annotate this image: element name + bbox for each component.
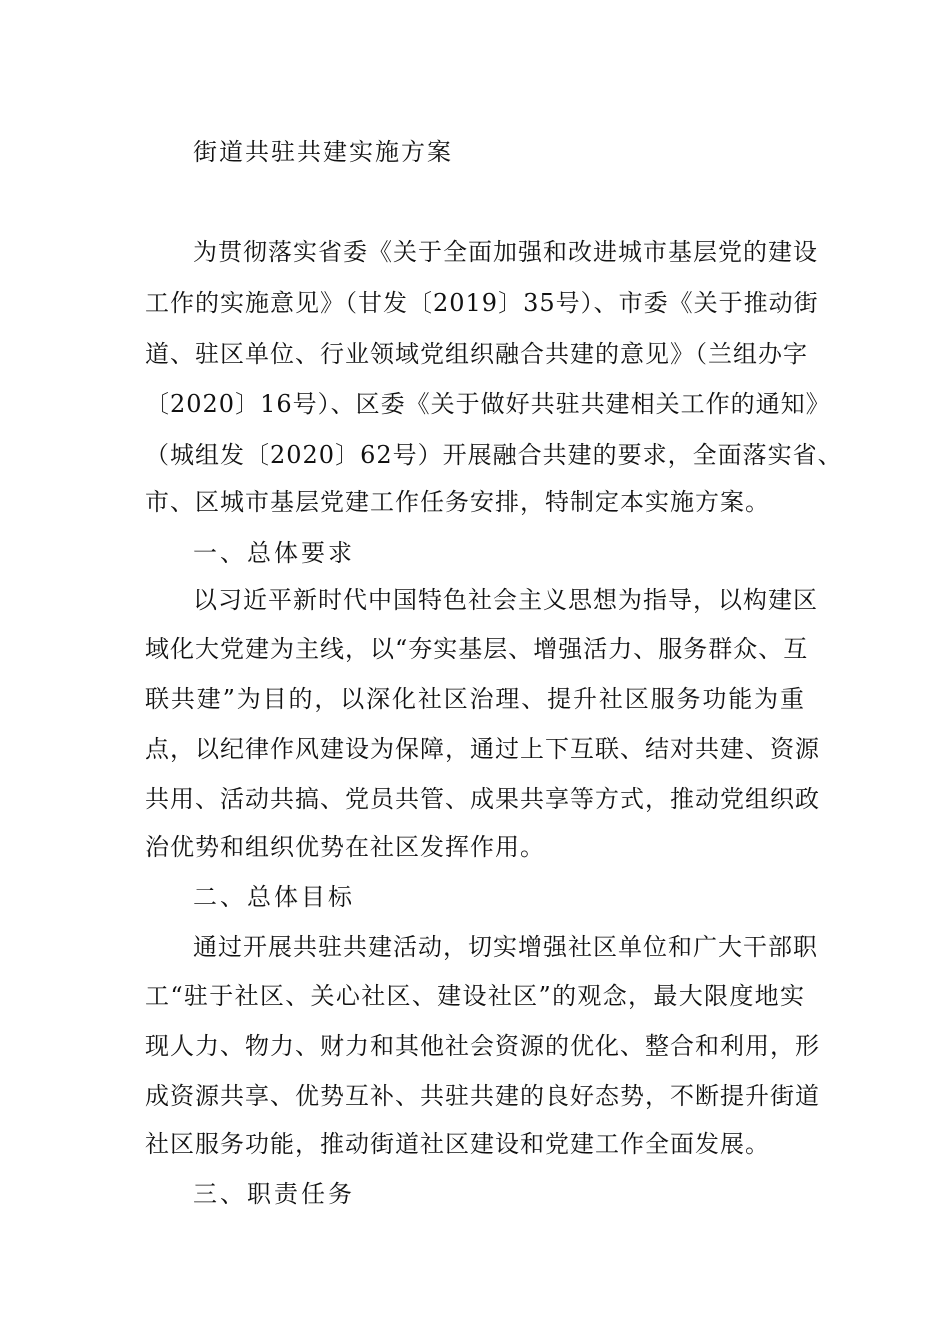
intro-line: 工作的实施意见》（甘发〔2019〕35号）、市委《关于推动街 — [145, 289, 819, 317]
section-body-line: 治优势和组织优势在社区发挥作用。 — [145, 833, 545, 861]
intro-line: 道、驻区单位、行业领域党组织融合共建的意见》（兰组办字 — [145, 340, 808, 368]
document-title: 街道共驻共建实施方案 — [193, 138, 453, 166]
section-body-line: 联共建”为目的，以深化社区治理、提升社区服务功能为重 — [145, 685, 805, 713]
intro-line: （城组发〔2020〕62号）开展融合共建的要求，全面落实省、 — [145, 441, 843, 469]
section-body-line: 现人力、物力、财力和其他社会资源的优化、整合和利用，形 — [145, 1032, 820, 1060]
section-body-line: 共用、活动共搞、党员共管、成果共享等方式，推动党组织政 — [145, 785, 820, 813]
section-heading: 二、总体目标 — [193, 883, 355, 911]
section-heading: 三、职责任务 — [193, 1180, 355, 1208]
section-body-line: 工“驻于社区、关心社区、建设社区”的观念，最大限度地实 — [145, 982, 805, 1010]
intro-line: 为贯彻落实省委《关于全面加强和改进城市基层党的建设 — [193, 238, 818, 266]
section-body-line: 点，以纪律作风建设为保障，通过上下互联、结对共建、资源 — [145, 735, 820, 763]
section-body-line: 通过开展共驻共建活动，切实增强社区单位和广大干部职 — [193, 933, 818, 961]
intro-line: 市、区城市基层党建工作任务安排，特制定本实施方案。 — [145, 488, 770, 516]
section-body-line: 成资源共享、优势互补、共驻共建的良好态势，不断提升街道 — [145, 1082, 820, 1110]
section-body-line: 社区服务功能，推动街道社区建设和党建工作全面发展。 — [145, 1130, 770, 1158]
section-body-line: 域化大党建为主线，以“夯实基层、增强活力、服务群众、互 — [145, 635, 809, 663]
section-body-line: 以习近平新时代中国特色社会主义思想为指导，以构建区 — [193, 586, 818, 614]
intro-line: 〔2020〕16号）、区委《关于做好共驻共建相关工作的通知》 — [145, 390, 831, 418]
section-heading: 一、总体要求 — [193, 539, 355, 567]
